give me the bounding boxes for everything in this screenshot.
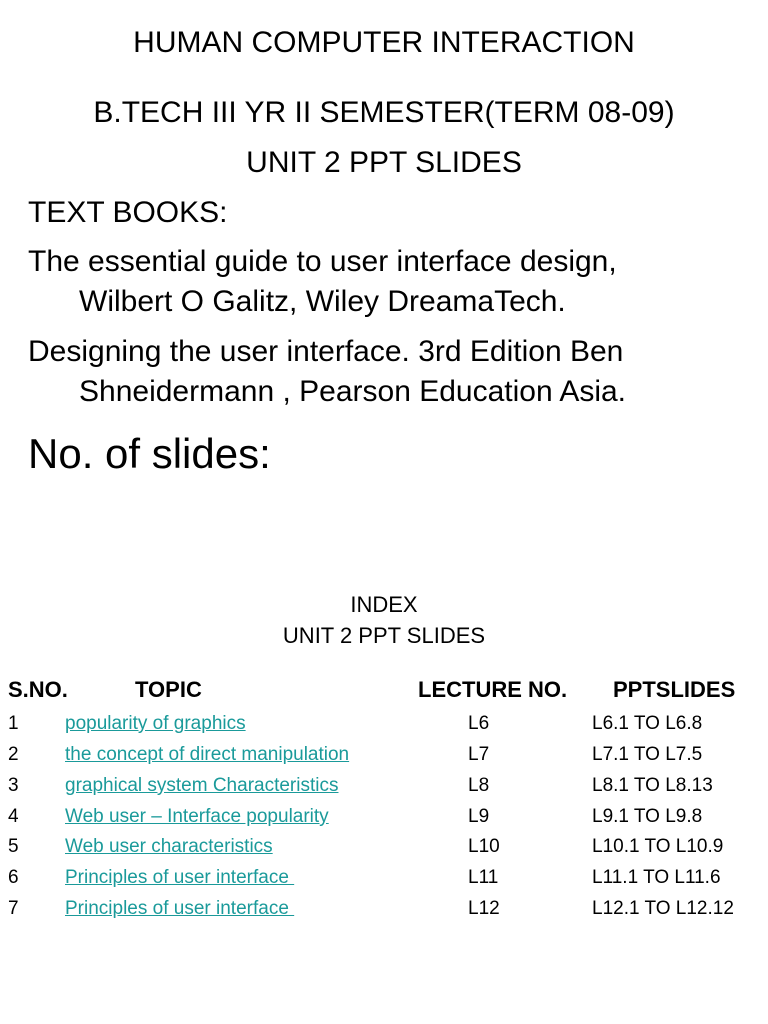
row-pptslides: L8.1 TO L8.13 [592,775,713,796]
table-row [0,806,768,836]
textbooks-heading: TEXT BOOKS: [28,196,228,229]
row-lecture: L6 [468,713,490,734]
column-header-topic: TOPIC [135,677,202,702]
topic-link[interactable]: popularity of graphics [65,713,246,734]
row-sno: 6 [8,867,19,888]
table-row [0,836,768,866]
row-pptslides: L6.1 TO L6.8 [592,713,703,734]
column-header-pptslides: PPTSLIDES [613,677,736,702]
row-sno: 2 [8,744,19,765]
slides-count-label: No. of slides: [28,430,271,477]
textbook-2-line-2: Shneidermann , Pearson Education Asia. [79,375,627,408]
unit-title: UNIT 2 PPT SLIDES [246,146,522,179]
index-subtitle: UNIT 2 PPT SLIDES [282,623,486,648]
row-sno: 7 [8,898,19,919]
topic-link[interactable]: Web user – Interface popularity [65,806,329,827]
textbook-1-line-2: Wilbert O Galitz, Wiley DreamaTech. [79,285,566,318]
row-lecture: L9 [468,806,490,827]
row-sno: 5 [8,836,19,857]
row-pptslides: L11.1 TO L11.6 [592,867,721,888]
textbook-2-line-1: Designing the user interface. 3rd Edition Ben [28,335,624,368]
topic-link[interactable]: graphical system Characteristics [65,775,339,796]
column-header-lecture: LECTURE NO. [418,677,568,702]
row-pptslides: L9.1 TO L9.8 [592,806,703,827]
table-row [0,744,768,774]
row-pptslides: L12.1 TO L12.12 [592,898,734,919]
table-row [0,867,768,897]
row-sno: 4 [8,806,19,827]
row-lecture: L7 [468,744,490,765]
topic-link[interactable]: Principles of user interface [65,898,295,919]
row-lecture: L10 [468,836,500,857]
row-lecture: L8 [468,775,490,796]
course-title: HUMAN COMPUTER INTERACTION [133,26,635,59]
row-pptslides: L10.1 TO L10.9 [592,836,724,857]
row-sno: 1 [8,713,19,734]
semester-line: B.TECH III YR II SEMESTER(TERM 08-09) [93,96,675,129]
table-row [0,713,768,743]
row-sno: 3 [8,775,19,796]
table-row [0,898,768,928]
row-pptslides: L7.1 TO L7.5 [592,744,703,765]
topic-link[interactable]: Principles of user interface [65,867,295,888]
textbook-1-line-1: The essential guide to user interface design, [28,245,617,278]
row-lecture: L11 [468,867,499,888]
index-title: INDEX [350,592,418,617]
topic-link[interactable]: Web user characteristics [65,836,273,857]
row-lecture: L12 [468,898,500,919]
topic-link[interactable]: the concept of direct manipulation [65,744,350,765]
table-row [0,775,768,805]
column-header-sno: S.NO. [8,677,68,702]
